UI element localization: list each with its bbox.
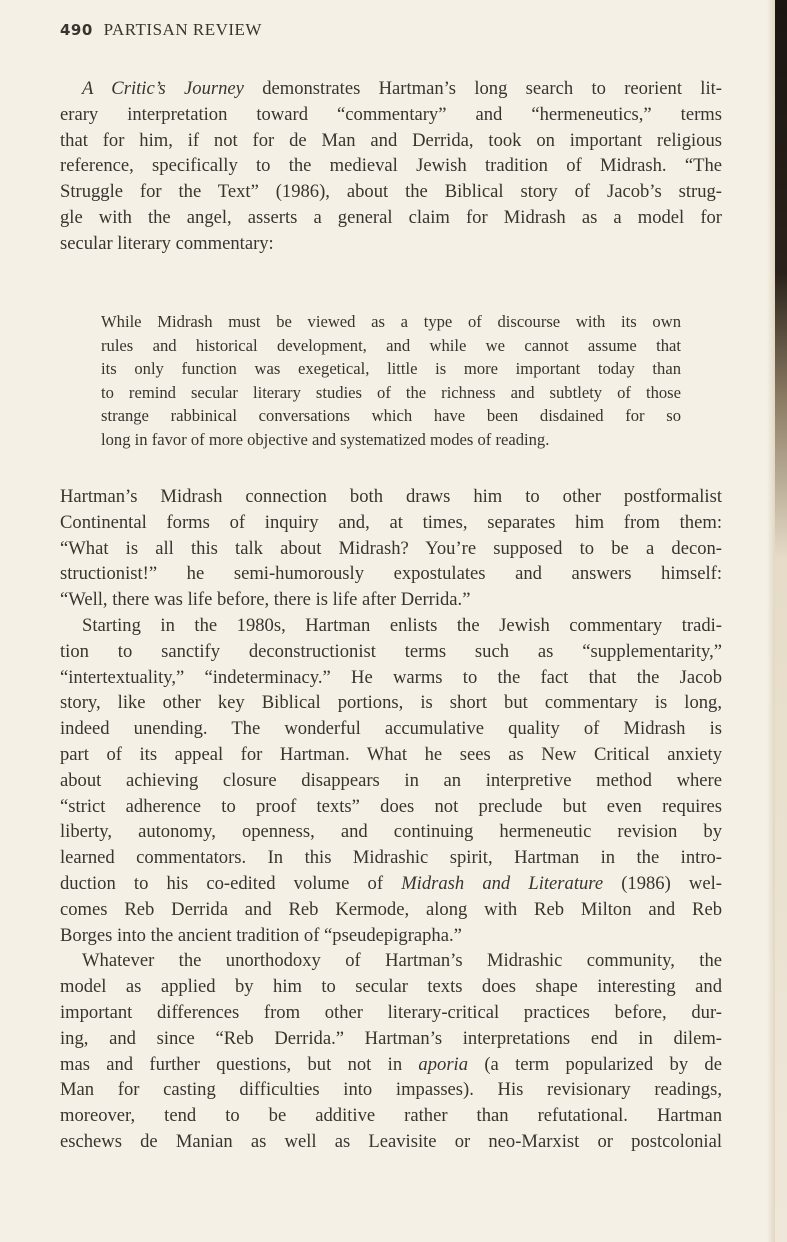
- body-text-top: [60, 76, 722, 257]
- text-run: Borges into the ancient tradition of “pseudepigrapha.”: [60, 924, 462, 946]
- text-line: [60, 153, 722, 179]
- text-run: liberty, autonomy, openness, and continuing hermeneutic revision by: [60, 821, 722, 843]
- text-run: “Well, there was life before, there is life after Derrida.”: [60, 589, 471, 611]
- text-run: comes Reb Derrida and Reb Kermode, along with Reb Milton and Reb: [60, 898, 722, 920]
- text-run: part of its appeal for Hartman. What he sees as New Critical anxiety: [60, 743, 722, 765]
- text-line: [60, 819, 722, 845]
- text-run: story, like other key Biblical portions, is short but commentary is long,: [60, 692, 722, 714]
- text-run: Continental forms of inquiry and, at times, separates him from them:: [60, 511, 722, 533]
- text-line: [60, 510, 722, 536]
- text-line: [60, 587, 722, 613]
- text-run: (a term popularized by de: [468, 1053, 722, 1075]
- text-line: [60, 794, 722, 820]
- text-run: Hartman’s Midrash connection both draws him to other postformalist: [60, 486, 722, 507]
- paragraph: [60, 76, 722, 257]
- text-run: learned commentators. In this Midrashic spirit, Hartman in the intro-: [60, 847, 722, 869]
- text-run: “What is all this talk about Midrash? You’re supposed to be a decon-: [60, 537, 722, 559]
- text-line: [60, 1077, 722, 1103]
- paragraph: [60, 948, 722, 1154]
- text-line: [60, 974, 722, 1000]
- text-run: long in favor of more objective and systematized modes of reading.: [101, 429, 550, 449]
- text-run: erary interpretation toward “commentary” and “hermeneutics,” terms: [60, 103, 722, 125]
- text-run: its only function was exegetical, little is more important today than: [101, 359, 681, 379]
- text-run: mas and further questions, but not in: [60, 1053, 419, 1075]
- text-run: eschews de Manian as well as Leavisite or neo-Marxist or postcolonial: [60, 1130, 722, 1152]
- italic-title: aporia: [418, 1053, 469, 1075]
- text-run: secular literary commentary:: [60, 232, 274, 254]
- text-line: [60, 102, 722, 128]
- text-line: [60, 205, 722, 231]
- text-run: that for him, if not for de Man and Derrida, took on important religious: [60, 129, 722, 151]
- page-gutter-shade: [767, 0, 775, 1242]
- text-line: [60, 561, 722, 587]
- text-line: [101, 381, 681, 405]
- text-line: [60, 665, 722, 691]
- text-run: to remind secular literary studies of the richness and subtlety of those: [101, 382, 681, 402]
- text-run: rules and historical development, and while we cannot assume that: [101, 335, 681, 355]
- text-run: Struggle for the Text” (1986), about the Biblical story of Jacob’s strug-: [60, 181, 722, 203]
- text-line: [60, 639, 722, 665]
- text-line: [60, 1103, 722, 1129]
- text-run: moreover, tend to be additive rather than refutational. Hartman: [60, 1105, 722, 1127]
- paragraph: [60, 613, 722, 948]
- text-run: Man for casting difficulties into impasses). His revisionary readings,: [60, 1079, 722, 1101]
- quote-paragraph: [101, 310, 681, 452]
- text-run: (1986) wel-: [603, 872, 722, 894]
- text-line: [60, 1026, 722, 1052]
- text-run: important differences from other literary-critical practices before, dur-: [60, 1001, 722, 1023]
- text-line: [60, 871, 722, 897]
- running-header: [60, 20, 262, 40]
- block-quote: [101, 310, 681, 452]
- text-line: [60, 484, 722, 510]
- text-run: reference, specifically to the medieval Jewish tradition of Midrash. “The: [60, 155, 722, 177]
- text-run: While Midrash must be viewed as a type of discourse with its own: [101, 312, 681, 331]
- journal-title: PARTISAN REVIEW: [103, 20, 262, 39]
- text-run: “strict adherence to proof texts” does not preclude but even requires: [60, 795, 722, 817]
- text-line: [60, 742, 722, 768]
- page-number: 490: [60, 21, 93, 39]
- text-line: [60, 948, 722, 974]
- text-line: [60, 1129, 722, 1155]
- text-line: [60, 1052, 722, 1078]
- text-line: [60, 231, 722, 257]
- text-run: demonstrates Hartman’s long search to reorient lit-: [243, 78, 722, 99]
- text-line: [60, 923, 722, 949]
- paragraph: [60, 484, 722, 613]
- text-run: tion to sanctify deconstructionist terms such as “supplementarity,”: [60, 640, 722, 662]
- text-run: Whatever the unorthodoxy of Hartman’s Midrashic community, the: [82, 950, 722, 972]
- text-line: [60, 613, 722, 639]
- text-line: [101, 404, 681, 428]
- text-line: [60, 716, 722, 742]
- text-run: indeed unending. The wonderful accumulative quality of Midrash is: [60, 718, 722, 740]
- text-line: [60, 536, 722, 562]
- italic-title: A Critic’s Journey: [82, 78, 244, 99]
- text-line: [60, 1000, 722, 1026]
- text-run: duction to his co-edited volume of: [60, 872, 402, 894]
- text-run: structionist!” he semi-humorously expostulates and answers himself:: [60, 563, 722, 585]
- text-run: about achieving closure disappears in an interpretive method where: [60, 769, 722, 791]
- text-line: [60, 897, 722, 923]
- text-line: [60, 845, 722, 871]
- body-text-bottom: [60, 484, 722, 1155]
- text-run: strange rabbinical conversations which have been disdained for so: [101, 406, 681, 426]
- text-line: [60, 179, 722, 205]
- text-run: ing, and since “Reb Derrida.” Hartman’s interpretations end in dilem-: [60, 1027, 722, 1049]
- text-run: model as applied by him to secular texts does shape interesting and: [60, 976, 722, 998]
- text-line: [101, 310, 681, 334]
- text-run: “intertextuality,” “indeterminacy.” He warms to the fact that the Jacob: [60, 666, 722, 688]
- book-spine-shadow: [775, 0, 787, 1242]
- text-run: Starting in the 1980s, Hartman enlists the Jewish commentary tradi-: [82, 614, 722, 636]
- text-line: [60, 76, 722, 102]
- italic-title: Midrash and Literature: [401, 872, 604, 894]
- text-line: [101, 357, 681, 381]
- text-line: [60, 690, 722, 716]
- text-line: [101, 334, 681, 358]
- text-run: gle with the angel, asserts a general claim for Midrash as a model for: [60, 206, 722, 228]
- text-line: [60, 128, 722, 154]
- text-line: [60, 768, 722, 794]
- text-line: [101, 428, 681, 452]
